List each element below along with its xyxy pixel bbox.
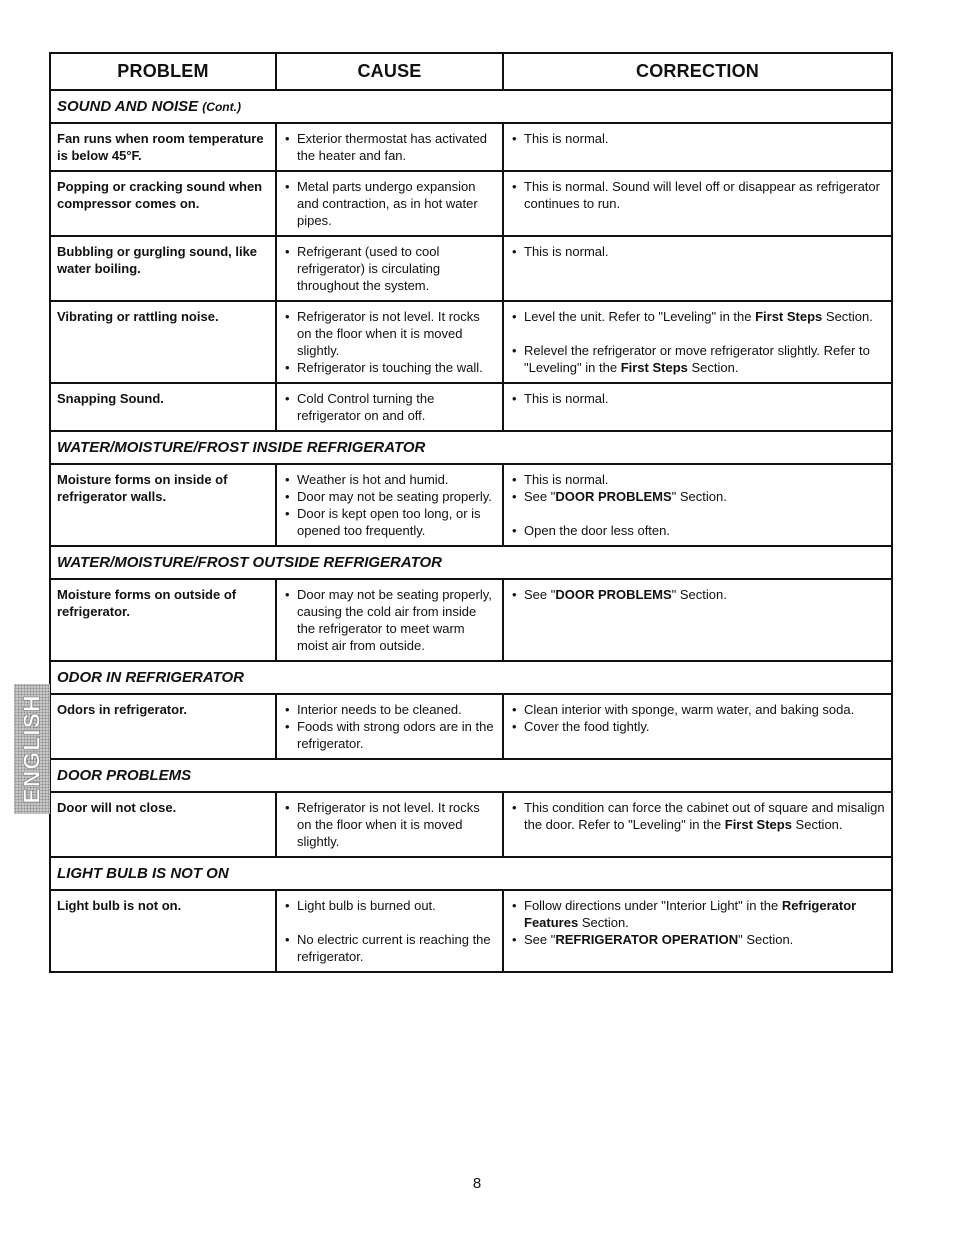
cause-item: • Light bulb is burned out. [285,897,496,914]
table-row [50,579,892,661]
correction-cell [503,792,892,857]
cause-item: • Cold Control turning the refrigerator on and off. [285,390,496,424]
troubleshooting-table [49,52,893,973]
problem-cell: Snapping Sound. [50,383,276,431]
section-title [50,431,892,464]
correction-cell [503,171,892,236]
correction-list [512,471,885,539]
correction-header: CORRECTION [503,53,892,90]
correction-cell [503,464,892,546]
correction-cell [503,301,892,383]
correction-cell [503,123,892,171]
cause-item: • No electric current is reaching the refrigerator. [285,931,496,965]
correction-list [512,799,885,833]
table-row [50,383,892,431]
cause-item: • Refrigerator is not level. It rocks on the floor when it is moved slightly. [285,799,496,850]
table-body [50,90,892,972]
section-header-row [50,431,892,464]
correction-item: • See "REFRIGERATOR OPERATION" Section. [512,931,885,948]
emphasis-text: Refrigerator Features [524,898,857,930]
correction-item: • Open the door less often. [512,522,885,539]
cause-cell [276,383,503,431]
correction-cell [503,236,892,301]
section-title [50,759,892,792]
correction-item: • Relevel the refrigerator or move refrigerator slightly. Refer to "Leveling" in the First Steps Section. [512,342,885,376]
problem-cell: Fan runs when room temperature is below 45°F. [50,123,276,171]
correction-item: • This is normal. [512,130,885,147]
correction-list [512,897,885,948]
cause-item: • Refrigerant (used to cool refrigerator) is circulating throughout the system. [285,243,496,294]
correction-item: • See "DOOR PROBLEMS" Section. [512,586,885,603]
section-title-suffix: (Cont.) [202,100,241,114]
cause-list [285,586,496,654]
section-header-row [50,661,892,694]
cause-cell [276,792,503,857]
section-title [50,857,892,890]
correction-list [512,130,885,147]
cause-cell [276,579,503,661]
language-tab [14,684,50,814]
cause-header: CAUSE [276,53,503,90]
cause-list [285,471,496,539]
correction-item: • Level the unit. Refer to "Leveling" in the First Steps Section. [512,308,885,325]
cause-list [285,799,496,850]
cause-item: • Metal parts undergo expansion and contraction, as in hot water pipes. [285,178,496,229]
cause-cell [276,464,503,546]
emphasis-text: DOOR PROBLEMS [555,489,672,504]
emphasis-text: DOOR PROBLEMS [555,587,672,602]
table-row [50,171,892,236]
cause-item: • Refrigerator is touching the wall. [285,359,496,376]
correction-item: • This is normal. [512,243,885,260]
page-number: 8 [472,1175,482,1192]
problem-cell: Moisture forms on outside of refrigerator. [50,579,276,661]
problem-cell: Bubbling or gurgling sound, like water boiling. [50,236,276,301]
problem-cell: Vibrating or rattling noise. [50,301,276,383]
correction-list [512,390,885,407]
correction-cell [503,579,892,661]
problem-cell: Light bulb is not on. [50,890,276,972]
table-row [50,236,892,301]
correction-list [512,701,885,735]
table-row [50,694,892,759]
correction-item: • Cover the food tightly. [512,718,885,735]
language-tab-label: ENGLISH [18,694,45,804]
correction-list [512,178,885,212]
problem-header: PROBLEM [50,53,276,90]
cause-cell [276,694,503,759]
cause-item: • Door may not be seating properly. [285,488,496,505]
correction-cell [503,383,892,431]
cause-item: • Refrigerator is not level. It rocks on the floor when it is moved slightly. [285,308,496,359]
correction-list [512,586,885,603]
correction-list [512,243,885,260]
emphasis-text: First Steps [755,309,823,324]
section-title-text: WATER/MOISTURE/FROST INSIDE REFRIGERATOR [57,439,426,456]
cause-list [285,897,496,965]
table-row [50,123,892,171]
problem-cell: Popping or cracking sound when compressor comes on. [50,171,276,236]
section-header-row [50,857,892,890]
cause-cell [276,171,503,236]
section-title-text: DOOR PROBLEMS [57,767,192,784]
correction-list [512,308,885,376]
section-header-row [50,90,892,123]
table-row [50,464,892,546]
section-header-row [50,759,892,792]
cause-list [285,130,496,164]
cause-item: • Weather is hot and humid. [285,471,496,488]
problem-cell: Door will not close. [50,792,276,857]
cause-list [285,390,496,424]
cause-list [285,178,496,229]
header-row [50,53,892,90]
section-title-text: ODOR IN REFRIGERATOR [57,669,244,686]
section-title [50,90,892,123]
cause-item: • Interior needs to be cleaned. [285,701,496,718]
correction-item: • This is normal. [512,390,885,407]
section-title [50,546,892,579]
correction-item: • This is normal. Sound will level off or disappear as refrigerator continues to run. [512,178,885,212]
cause-cell [276,236,503,301]
correction-item: • This condition can force the cabinet out of square and misalign the door. Refer to "Leveling" in the First Steps Section. [512,799,885,833]
section-title-text: SOUND AND NOISE [57,98,199,115]
section-title [50,661,892,694]
emphasis-text: REFRIGERATOR OPERATION [555,932,739,947]
cause-list [285,243,496,294]
correction-item: • See "DOOR PROBLEMS" Section. [512,488,885,505]
section-title-text: WATER/MOISTURE/FROST OUTSIDE REFRIGERATOR [57,554,443,571]
cause-list [285,308,496,376]
cause-item: • Door may not be seating properly, causing the cold air from inside the refrigerator to meet warm moist air from outside. [285,586,496,654]
cause-item: • Foods with strong odors are in the refrigerator. [285,718,496,752]
cause-item: • Door is kept open too long, or is opened too frequently. [285,505,496,539]
section-title-text: LIGHT BULB IS NOT ON [57,865,229,882]
correction-item: • This is normal. [512,471,885,488]
correction-item: • Clean interior with sponge, warm water, and baking soda. [512,701,885,718]
cause-cell [276,123,503,171]
emphasis-text: First Steps [620,360,688,375]
problem-cell: Odors in refrigerator. [50,694,276,759]
table-row [50,792,892,857]
cause-cell [276,301,503,383]
correction-cell [503,694,892,759]
cause-cell [276,890,503,972]
table-row [50,301,892,383]
section-header-row [50,546,892,579]
correction-cell [503,890,892,972]
cause-item: • Exterior thermostat has activated the heater and fan. [285,130,496,164]
cause-list [285,701,496,752]
correction-item: • Follow directions under "Interior Light" in the Refrigerator Features Section. [512,897,885,931]
emphasis-text: First Steps [724,817,792,832]
problem-cell: Moisture forms on inside of refrigerator walls. [50,464,276,546]
table-row [50,890,892,972]
